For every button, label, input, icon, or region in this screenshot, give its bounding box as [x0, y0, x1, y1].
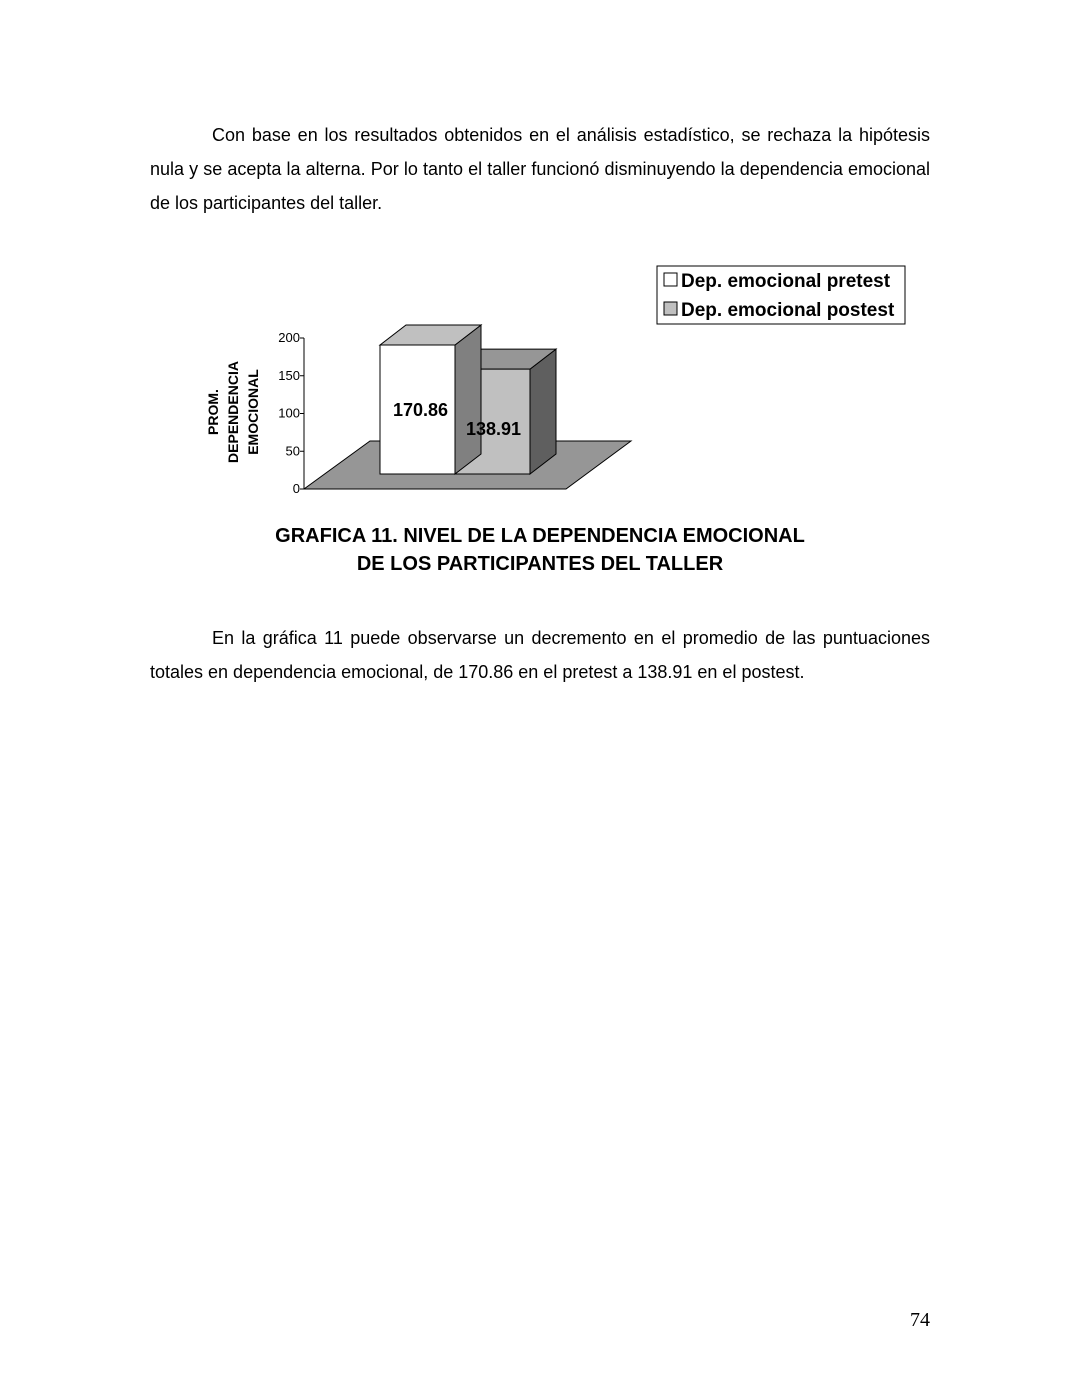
data-label-pretest: 170.86	[392, 400, 449, 420]
bar-side-2	[530, 349, 556, 474]
paragraph-2-text: En la gráfica 11 puede observarse un decremento en el promedio de las puntuaciones totales en dependencia emocional, de 170.86 en el pretest a 138.91 en el postest.	[150, 628, 930, 682]
page-number: 74	[910, 1309, 930, 1331]
y-tick-label: 200	[278, 330, 300, 345]
y-axis-title-line: EMOCIONAL	[245, 369, 261, 455]
y-tick-label: 100	[278, 405, 300, 421]
legend-label-2: Dep. emocional postest	[681, 300, 895, 321]
y-axis-title-line: DEPENDENCIA	[225, 361, 241, 463]
chart-caption	[150, 522, 930, 578]
y-axis-title-line: PROM.	[205, 389, 221, 435]
bar-chart	[0, 0, 1080, 520]
legend-label-1: Dep. emocional pretest	[681, 271, 891, 292]
y-tick-label: 0	[292, 481, 300, 496]
caption-line-2: DE LOS PARTICIPANTES DEL TALLER	[356, 553, 724, 575]
caption-line-1: GRAFICA 11. NIVEL DE LA DEPENDENCIA EMOCIONAL	[275, 525, 805, 547]
paragraph-1-text: Con base en los resultados obtenidos en el análisis estadístico, se rechaza la hipótesis nula y se acepta la alterna. Por lo tanto el taller funcionó disminuyendo la dependencia emocional de los participantes del taller.	[150, 125, 930, 213]
y-tick-label: 50	[285, 443, 300, 459]
legend-swatch-1	[664, 273, 677, 286]
bar-side-1	[455, 325, 481, 474]
y-tick-label: 150	[278, 367, 300, 383]
data-label-postest: 138.91	[465, 419, 522, 439]
legend-swatch-2	[664, 302, 677, 315]
paragraph-2	[150, 621, 930, 689]
